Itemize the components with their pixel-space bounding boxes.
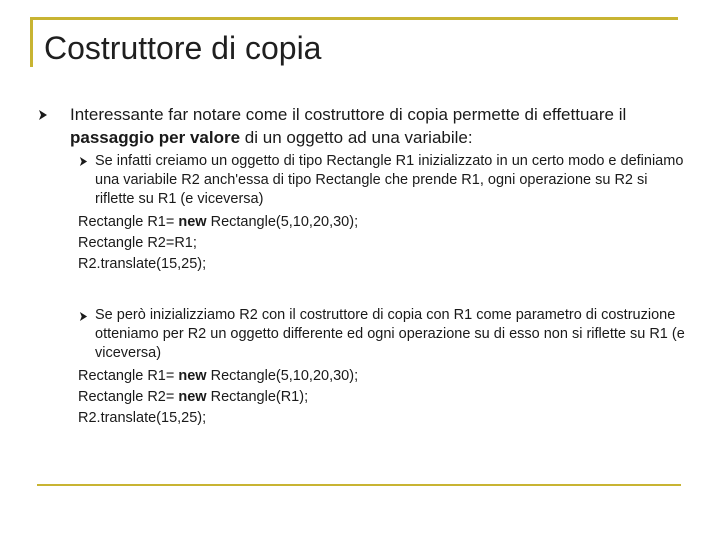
- main-bullet-text-before: Interessante far notare come il costruttore di copia permette di effettuare il: [70, 105, 627, 124]
- main-bullet-text-after: di un oggetto ad una variabile:: [240, 128, 473, 147]
- keyword-new: new: [178, 389, 207, 405]
- keyword-new: new: [178, 368, 207, 384]
- code-line: R2.translate(15,25);: [78, 256, 207, 272]
- keyword-new: new: [178, 214, 207, 230]
- sub-bullet-text-2: Se però inizializziamo R2 con il costruttore di copia con R1 come parametro di costruzione otteniamo per R2 un oggetto differente ed ogni operazione su di esso non si riflette su R1 (e viceversa): [95, 307, 685, 361]
- arrow-bullet-icon: [38, 109, 48, 121]
- slide-frame-left-rule: [30, 17, 33, 67]
- code-line: R2.translate(15,25);: [78, 410, 207, 426]
- code-line: Rectangle R2= new Rectangle(R1);: [78, 389, 309, 405]
- arrow-bullet-icon: [79, 311, 89, 323]
- code-line: Rectangle R1= new Rectangle(5,10,20,30);: [78, 368, 359, 384]
- slide-frame-top-rule: [30, 17, 678, 20]
- code-block-1: [78, 212, 678, 275]
- slide-title: Costruttore di copia: [44, 30, 322, 66]
- sub-bullet-text-1: Se infatti creiamo un oggetto di tipo Rectangle R1 inizializzato in un certo modo e definiamo una variabile R2 anch'essa di tipo Rectangle che prende R1, ogni operazione su R2 si riflette su R1 (e viceversa): [95, 153, 684, 207]
- code-line: Rectangle R2=R1;: [78, 235, 197, 251]
- main-bullet-bold-text: passaggio per valore: [70, 128, 241, 147]
- main-bullet-text: [70, 103, 690, 149]
- code-line: Rectangle R1= new Rectangle(5,10,20,30);: [78, 214, 359, 230]
- slide-frame-bottom-rule: [37, 484, 681, 486]
- code-block-2: [78, 366, 678, 429]
- arrow-bullet-icon: [79, 156, 89, 168]
